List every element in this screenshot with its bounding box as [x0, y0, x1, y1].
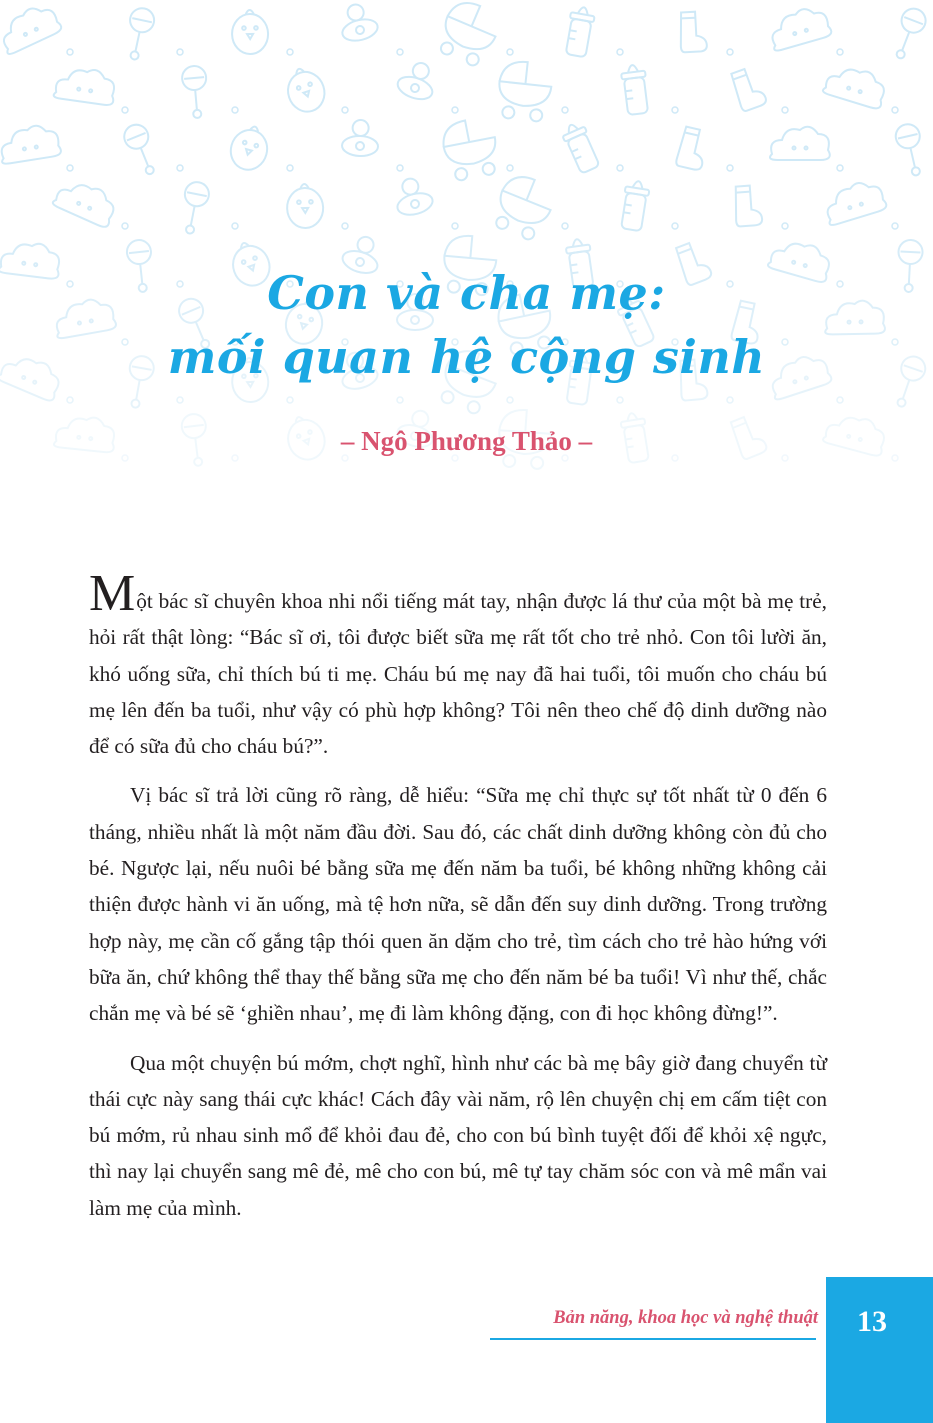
stroller-icon: [496, 59, 554, 122]
pattern-dot: [617, 397, 623, 403]
cloud-icon: [821, 177, 888, 226]
stroller-icon: [434, 0, 505, 70]
baby-bottle-icon: [560, 120, 602, 175]
cloud-icon: [822, 61, 889, 110]
pattern-dot: [837, 397, 843, 403]
baby-bottle-icon: [564, 5, 596, 57]
pattern-dot: [837, 49, 843, 55]
article-body: [89, 565, 827, 1239]
paragraph-1: [89, 565, 827, 764]
baby-bottle-icon: [619, 179, 650, 231]
pattern-dot: [782, 223, 788, 229]
baby-sock-icon: [679, 11, 707, 52]
pattern-dot: [727, 397, 733, 403]
pattern-dot: [617, 49, 623, 55]
pattern-dot: [342, 223, 348, 229]
pattern-dot: [397, 49, 403, 55]
rattle-icon: [181, 65, 209, 119]
article-title-line-2: mối quan hệ cộng sinh: [167, 330, 766, 384]
chick-icon: [232, 10, 269, 55]
pattern-dot: [727, 165, 733, 171]
pattern-dot: [287, 49, 293, 55]
cloud-icon: [770, 127, 830, 160]
pattern-dot: [562, 223, 568, 229]
stroller-icon: [489, 170, 559, 243]
pattern-dot: [287, 165, 293, 171]
cloud-icon: [0, 122, 62, 164]
pattern-dot: [67, 49, 73, 55]
chick-icon: [282, 63, 330, 116]
chick-icon: [226, 122, 272, 174]
rattle-icon: [893, 122, 928, 178]
pattern-dot: [122, 223, 128, 229]
rattle-icon: [177, 180, 210, 236]
baby-pattern-background: [0, 0, 933, 470]
pacifier-icon: [391, 174, 435, 218]
pattern-dot: [177, 397, 183, 403]
pattern-dot: [177, 49, 183, 55]
baby-sock-icon: [729, 66, 767, 112]
pattern-dot: [892, 107, 898, 113]
rattle-icon: [121, 121, 163, 178]
pattern-dot: [782, 107, 788, 113]
pattern-dot: [397, 397, 403, 403]
pattern-dot: [837, 165, 843, 171]
paragraph-2: Vị bác sĩ trả lời cũng rõ ràng, dễ hiểu: “Sữa mẹ chỉ thực sự tốt nhất từ 0 đến 6 tháng, nhiều nhất là một năm đầu đời. Sau đó, các chất dinh dưỡng không còn đủ cho bé. Ngược lại, nếu nuôi bé bằng sữa mẹ đến năm ba tuổi, bé không những không cải thiện được hành vi ăn uống, mà tệ hơn nữa, sẽ dẫn đến suy dinh dưỡng. Trong trường hợp này, mẹ cần cố gắng tập thói quen ăn dặm cho trẻ, tìm cách cho trẻ hào hứng với bữa ăn, chứ không thể thay thế bằng sữa mẹ cho đến năm bé ba tuổi! Vì như thế, chắc chắn mẹ và bé sẽ ‘ghiền nhau’, mẹ đi làm không đặng, con đi học không đừng!”.: [89, 783, 827, 1026]
footer-underline: [490, 1338, 816, 1340]
baby-sock-icon: [734, 185, 763, 227]
stroller-icon: [440, 116, 502, 183]
pattern-dot: [177, 165, 183, 171]
pacifier-icon: [342, 119, 379, 156]
pattern-dot: [507, 165, 513, 171]
rattle-icon: [122, 6, 156, 62]
pattern-dot: [452, 107, 458, 113]
chick-icon: [286, 183, 324, 228]
pattern-dot: [397, 165, 403, 171]
baby-sock-icon: [675, 126, 709, 171]
baby-bottle-icon: [620, 64, 650, 116]
pattern-dot: [507, 49, 513, 55]
pattern-dot: [617, 165, 623, 171]
article-title-line-1: Con và cha mẹ:: [267, 266, 666, 320]
pattern-dot: [67, 165, 73, 171]
pattern-dot: [892, 223, 898, 229]
pattern-dot: [232, 107, 238, 113]
paragraph-1-text: ột bác sĩ chuyên khoa nhi nổi tiếng mát tay, nhận được lá thư của một bà mẹ trẻ, hỏi rất thật lòng: “Bác sĩ ơi, tôi được biết sữa mẹ rất tốt cho trẻ nhỏ. Con tôi lười ăn, khó uống sữa, chỉ thích bú ti mẹ. Cháu bú mẹ nay đã hai tuổi, tôi muốn cho cháu bú mẹ lên đến ba tuổi, như vậy có phù hợp không? Tôi nên theo chế độ dinh dưỡng nào để có sữa đủ cho cháu bú?”.: [89, 589, 827, 759]
cloud-icon: [53, 65, 117, 106]
pattern-dot: [672, 107, 678, 113]
drop-cap: M: [89, 565, 136, 622]
pattern-dot: [727, 49, 733, 55]
pattern-dot: [452, 223, 458, 229]
pattern-dot: [562, 107, 568, 113]
cloud-icon: [0, 0, 63, 55]
author-byline: – Ngô Phương Thảo –: [340, 426, 593, 456]
page-number-tab: [826, 1277, 933, 1423]
pattern-dot: [232, 223, 238, 229]
pattern-dot: [342, 107, 348, 113]
paragraph-3: Qua một chuyện bú mớm, chợt nghĩ, hình như các bà mẹ bây giờ đang chuyển từ thái cực này sang thái cực khác! Cách đây vài năm, rộ lên chuyện chị em cấm tiệt con bú mớm, rủ nhau sinh mổ để khỏi đau đẻ, cho con bú bình tuyệt đối để khỏi xệ ngực, thì nay lại chuyển sang mê đẻ, mê cho con bú, mê tự tay chăm sóc con và mê mẩn vai làm mẹ của mình.: [89, 1050, 827, 1220]
pattern-dot: [672, 223, 678, 229]
pacifier-icon: [336, 0, 380, 44]
page-number: 13: [857, 1305, 887, 1338]
running-footer-section-title: Bản năng, khoa học và nghệ thuật: [553, 1308, 818, 1328]
pattern-dot: [122, 107, 128, 113]
pattern-dot: [67, 397, 73, 403]
pattern-dot: [507, 397, 513, 403]
pacifier-icon: [395, 58, 441, 104]
rattle-icon: [888, 5, 929, 62]
cloud-icon: [766, 3, 833, 51]
cloud-icon: [52, 174, 120, 229]
pattern-dot: [287, 397, 293, 403]
